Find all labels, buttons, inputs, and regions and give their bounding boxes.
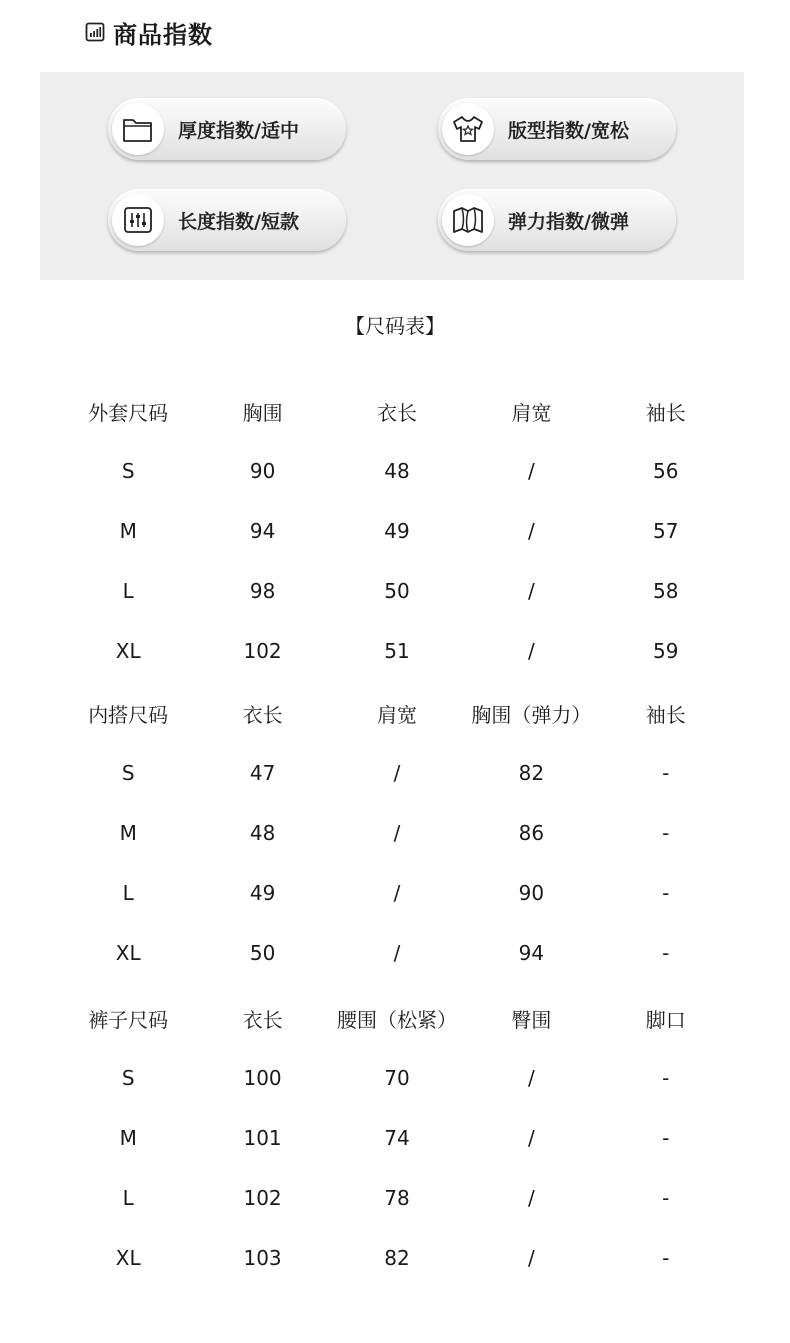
table-cell: S — [121, 761, 135, 785]
table-cell: 48 — [384, 459, 410, 483]
table-cell: - — [662, 941, 670, 965]
table-cell: 49 — [249, 881, 276, 905]
table-cell: S — [121, 1066, 135, 1090]
fit-index-label: 版型指数/宽松 — [508, 119, 629, 142]
table-cell: 50 — [249, 941, 276, 965]
table-cell: 94 — [249, 519, 276, 543]
table-cell: 82 — [384, 1246, 410, 1270]
table-row — [61, 755, 733, 791]
folder-icon — [112, 103, 164, 155]
table-cell: 51 — [384, 639, 410, 663]
table-cell: L — [122, 881, 134, 905]
table-row — [61, 1240, 733, 1276]
table-cell: 58 — [653, 579, 679, 603]
page-title: 商品指数 — [113, 20, 213, 49]
table-row — [61, 1120, 733, 1156]
table-cell: / — [527, 579, 535, 603]
column-header: 胸围（弹力） — [471, 702, 592, 727]
table-cell: L — [122, 1186, 134, 1210]
thickness-index-label: 厚度指数/适中 — [178, 119, 299, 142]
column-header: 肩宽 — [376, 702, 417, 727]
table-cell: M — [119, 821, 137, 845]
table-cell: 57 — [653, 519, 679, 543]
column-header: 腰围（松紧） — [336, 1007, 457, 1032]
size-chart-title: 【尺码表】 — [345, 314, 445, 338]
table-cell: 90 — [249, 459, 276, 483]
table-cell: 56 — [653, 459, 679, 483]
table-cell: 90 — [518, 881, 545, 905]
table-cell: / — [393, 881, 401, 905]
column-header: 裤子尺码 — [88, 1007, 169, 1032]
fit-index-badge — [438, 98, 676, 160]
table-cell: / — [527, 1246, 535, 1270]
table-cell: 78 — [384, 1186, 410, 1210]
table-cell: 102 — [243, 1186, 282, 1210]
table-cell: / — [527, 1066, 535, 1090]
thickness-index-badge — [108, 98, 346, 160]
table-cell: 59 — [653, 639, 679, 663]
table-cell: S — [121, 459, 135, 483]
column-header: 衣长 — [242, 702, 283, 727]
table-cell: - — [662, 821, 670, 845]
table-header-row — [61, 695, 733, 731]
section-header — [85, 14, 213, 50]
tshirt-icon — [442, 103, 494, 155]
table-row — [61, 633, 733, 669]
table-cell: 103 — [243, 1246, 282, 1270]
column-header: 外套尺码 — [88, 400, 169, 425]
length-index-badge — [108, 189, 346, 251]
slider-icon — [112, 194, 164, 246]
table-row — [61, 1180, 733, 1216]
table-cell: XL — [115, 1246, 141, 1270]
table-cell: 100 — [243, 1066, 282, 1090]
length-index-label: 长度指数/短款 — [178, 210, 299, 233]
table-cell: 82 — [518, 761, 545, 785]
column-header: 衣长 — [242, 1007, 283, 1032]
table-cell: 98 — [249, 579, 276, 603]
table-cell: 47 — [249, 761, 276, 785]
table-cell: - — [662, 1126, 670, 1150]
table-row — [61, 815, 733, 851]
column-header: 胸围 — [242, 400, 283, 425]
table-cell: - — [662, 1246, 670, 1270]
table-cell: / — [527, 459, 535, 483]
table-cell: 70 — [384, 1066, 410, 1090]
table-row — [61, 1060, 733, 1096]
table-cell: / — [527, 1126, 535, 1150]
table-cell: / — [527, 519, 535, 543]
table-cell: / — [393, 821, 401, 845]
table-header-row — [61, 393, 733, 429]
column-header: 脚口 — [645, 1007, 686, 1032]
column-header: 内搭尺码 — [88, 702, 169, 727]
table-cell: M — [119, 1126, 137, 1150]
column-header: 肩宽 — [511, 400, 552, 425]
column-header: 衣长 — [376, 400, 417, 425]
table-cell: / — [393, 761, 401, 785]
table-cell: - — [662, 881, 670, 905]
table-row — [61, 513, 733, 549]
table-cell: - — [662, 1066, 670, 1090]
table-cell: 48 — [249, 821, 276, 845]
table-cell: 86 — [518, 821, 545, 845]
stretch-index-label: 弹力指数/微弹 — [508, 210, 629, 233]
table-cell: XL — [115, 639, 141, 663]
table-cell: - — [662, 1186, 670, 1210]
column-header: 臀围 — [511, 1007, 552, 1032]
table-cell: M — [119, 519, 137, 543]
table-row — [61, 573, 733, 609]
table-cell: 50 — [384, 579, 410, 603]
map-fold-icon — [442, 194, 494, 246]
table-cell: - — [662, 761, 670, 785]
column-header: 袖长 — [645, 400, 686, 425]
table-header-row — [61, 1000, 733, 1036]
table-cell: / — [527, 639, 535, 663]
bar-chart-icon — [85, 22, 105, 42]
column-header: 袖长 — [645, 702, 686, 727]
table-cell: / — [393, 941, 401, 965]
table-cell: 49 — [384, 519, 410, 543]
table-cell: 102 — [243, 639, 282, 663]
table-row — [61, 875, 733, 911]
stretch-index-badge — [438, 189, 676, 251]
table-cell: XL — [115, 941, 141, 965]
table-cell: / — [527, 1186, 535, 1210]
table-cell: 94 — [518, 941, 545, 965]
table-cell: L — [122, 579, 134, 603]
table-row — [61, 453, 733, 489]
table-cell: 101 — [243, 1126, 282, 1150]
table-cell: 74 — [384, 1126, 410, 1150]
table-row — [61, 935, 733, 971]
